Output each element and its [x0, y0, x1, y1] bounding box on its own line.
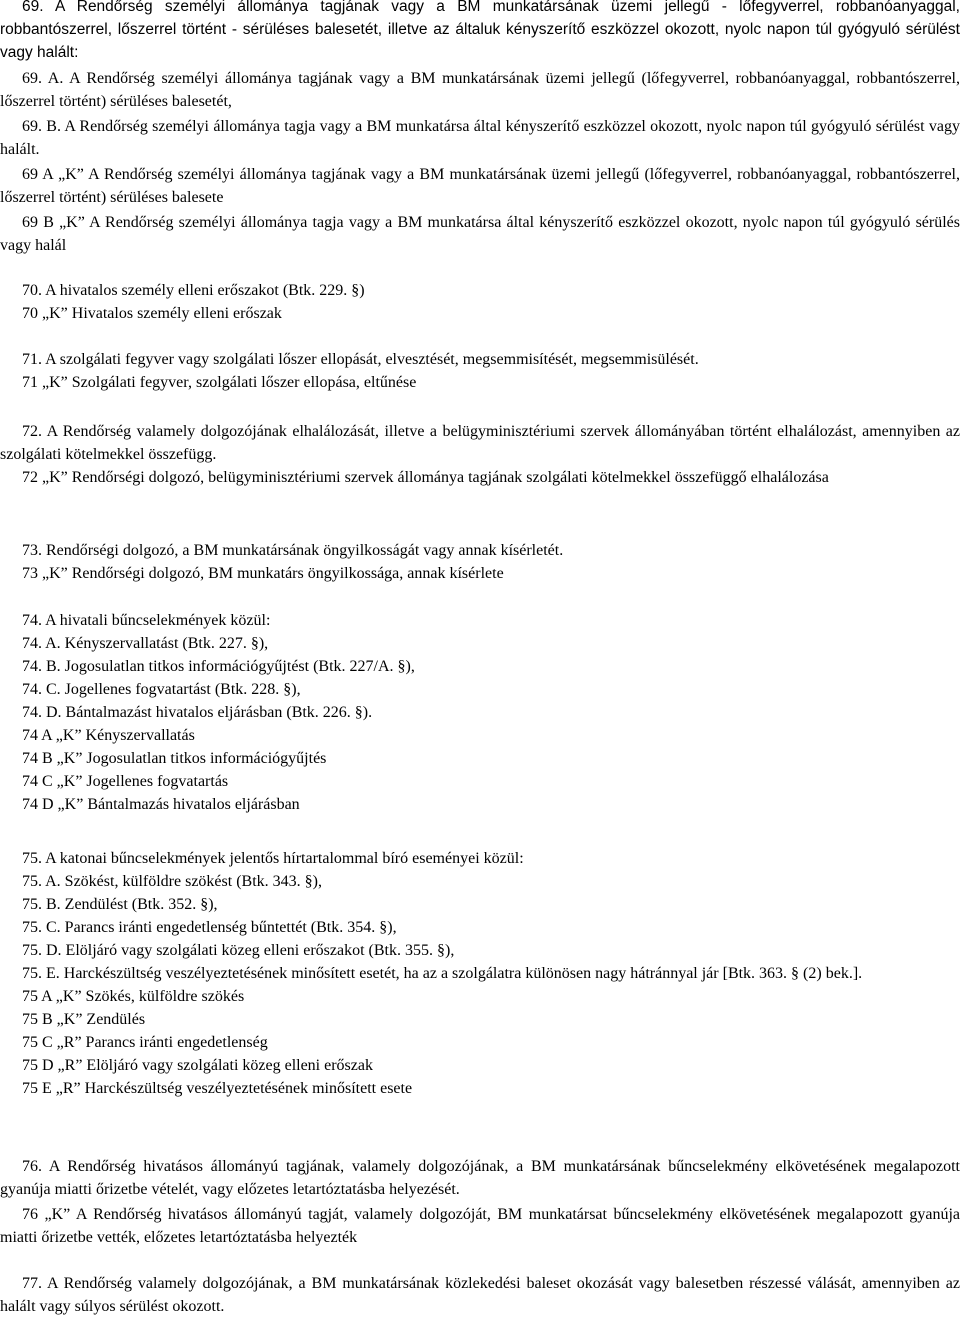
line: 74 B „K” Jogosulatlan titkos információgyűjtés — [22, 750, 327, 767]
line: 75 B „K” Zendülés — [22, 1011, 146, 1028]
paragraph: 69. A. A Rendőrség személyi állománya tagjának vagy a BM munkatársának üzemi jellegű (lőfegyverrel, robbanóanyaggal, robbantószerrel, lőszerrel történt) sérüléses balesetét, — [0, 70, 960, 110]
section-73 — [0, 539, 960, 585]
line: 75 A „K” Szökés, külföldre szökés — [22, 988, 245, 1005]
line: 75. C. Parancs iránti engedetlenség bűntettét (Btk. 354. §), — [22, 919, 397, 936]
line: 74. A hivatali bűncselekmények közül: — [22, 612, 271, 629]
line: 74. A. Kényszervallatást (Btk. 227. §), — [22, 635, 269, 652]
section-70 — [0, 279, 960, 325]
section-72 — [0, 420, 960, 489]
paragraph: 69 A „K” A Rendőrség személyi állománya tagjának vagy a BM munkatársának üzemi jellegű (lőfegyverrel, robbanóanyaggal, robbantószerrel, lőszerrel történt) sérüléses balesete — [0, 166, 960, 206]
line: 74. C. Jogellenes fogvatartást (Btk. 228. §), — [22, 681, 301, 698]
section-69-ab — [0, 67, 960, 257]
section-77 — [0, 1272, 960, 1318]
section-76 — [0, 1155, 960, 1249]
section-71 — [0, 348, 960, 394]
section-75 — [0, 847, 960, 1100]
section-69-intro — [0, 0, 960, 64]
paragraph: 75. E. Harckészültség veszélyeztetésének minősített esetét, ha az a szolgálatra különösen nagy hátránnyal jár [Btk. 363. § (2) bek.]. — [22, 965, 863, 982]
line: 73. Rendőrségi dolgozó, a BM munkatársának öngyilkosságát vagy annak kísérletét. — [22, 542, 564, 559]
line: 75. D. Elöljáró vagy szolgálati közeg elleni erőszakot (Btk. 355. §), — [22, 942, 455, 959]
paragraph: 69. A Rendőrség személyi állománya tagjának vagy a BM munkatársának üzemi jellegű - lőfegyverrel, robbanóanyaggal, robbantószerrel, lőszerrel történt - sérüléses balesetét, illetve az általuk kényszerítő eszközzel okozott, nyolc napon túl gyógyuló sérülést vagy halált: — [0, 0, 960, 61]
line: 75. B. Zendülést (Btk. 352. §), — [22, 896, 218, 913]
line: 75 C „R” Parancs iránti engedetlenség — [22, 1034, 268, 1051]
line: 70 „K” Hivatalos személy elleni erőszak — [22, 305, 282, 322]
line: 75. A katonai bűncselekmények jelentős hírtartalommal bíró eseményei közül: — [22, 850, 524, 867]
line: 73 „K” Rendőrségi dolgozó, BM munkatárs öngyilkossága, annak kísérlete — [22, 565, 504, 582]
line: 74 A „K” Kényszervallatás — [22, 727, 195, 744]
line: 75. A. Szökést, külföldre szökést (Btk. 343. §), — [22, 873, 322, 890]
paragraph: 72 „K” Rendőrségi dolgozó, belügyminisztériumi szervek állománya tagjának szolgálati kötelmekkel összefüggő elhalálozása — [22, 469, 829, 486]
line: 70. A hivatalos személy elleni erőszakot (Btk. 229. §) — [22, 282, 365, 299]
section-74 — [0, 609, 960, 816]
paragraph: 76 „K” A Rendőrség hivatásos állományú tagját, valamely dolgozóját, BM munkatársat bűncselekmény elkövetésének megalapozott gyanúja miatti őrizetbe vették, előzetes letartóztatásba helyezték — [0, 1206, 960, 1246]
line: 74 C „K” Jogellenes fogvatartás — [22, 773, 229, 790]
line: 71. A szolgálati fegyver vagy szolgálati lőszer ellopását, elvesztését, megsemmisítését, megsemmisülését. — [22, 351, 699, 368]
line: 74 D „K” Bántalmazás hivatalos eljárásban — [22, 796, 300, 813]
line: 74. B. Jogosulatlan titkos információgyűjtést (Btk. 227/A. §), — [22, 658, 415, 675]
paragraph: 69. B. A Rendőrség személyi állománya tagja vagy a BM munkatársa által kényszerítő eszközzel okozott, nyolc napon túl gyógyuló sérülést vagy halált. — [0, 118, 960, 158]
paragraph: 72. A Rendőrség valamely dolgozójának elhalálozását, illetve a belügyminisztériumi szervek állományában történt elhalálozást, amennyiben az szolgálati kötelmekkel összefügg. — [0, 423, 960, 463]
line: 71 „K” Szolgálati fegyver, szolgálati lőszer ellopása, eltűnése — [22, 374, 417, 391]
line: 74. D. Bántalmazást hivatalos eljárásban (Btk. 226. §). — [22, 704, 373, 721]
paragraph: 77. A Rendőrség valamely dolgozójának, a BM munkatársának közlekedési baleset okozását vagy balesetben részessé válását, amennyiben az halált vagy súlyos sérülést okozott. — [0, 1275, 960, 1315]
line: 75 D „R” Elöljáró vagy szolgálati közeg elleni erőszak — [22, 1057, 373, 1074]
paragraph: 76. A Rendőrség hivatásos állományú tagjának, valamely dolgozójának, a BM munkatársának bűncselekmény elkövetésének megalapozott gyanúja miatti őrizetbe vételét, vagy előzetes letartóztatásba helyezését. — [0, 1158, 960, 1198]
paragraph: 69 B „K” A Rendőrség személyi állománya tagja vagy a BM munkatársa által kényszerítő eszközzel okozott, nyolc napon túl gyógyuló sérülés vagy halál — [0, 214, 960, 254]
line: 75 E „R” Harckészültség veszélyeztetésének minősített esete — [22, 1080, 413, 1097]
